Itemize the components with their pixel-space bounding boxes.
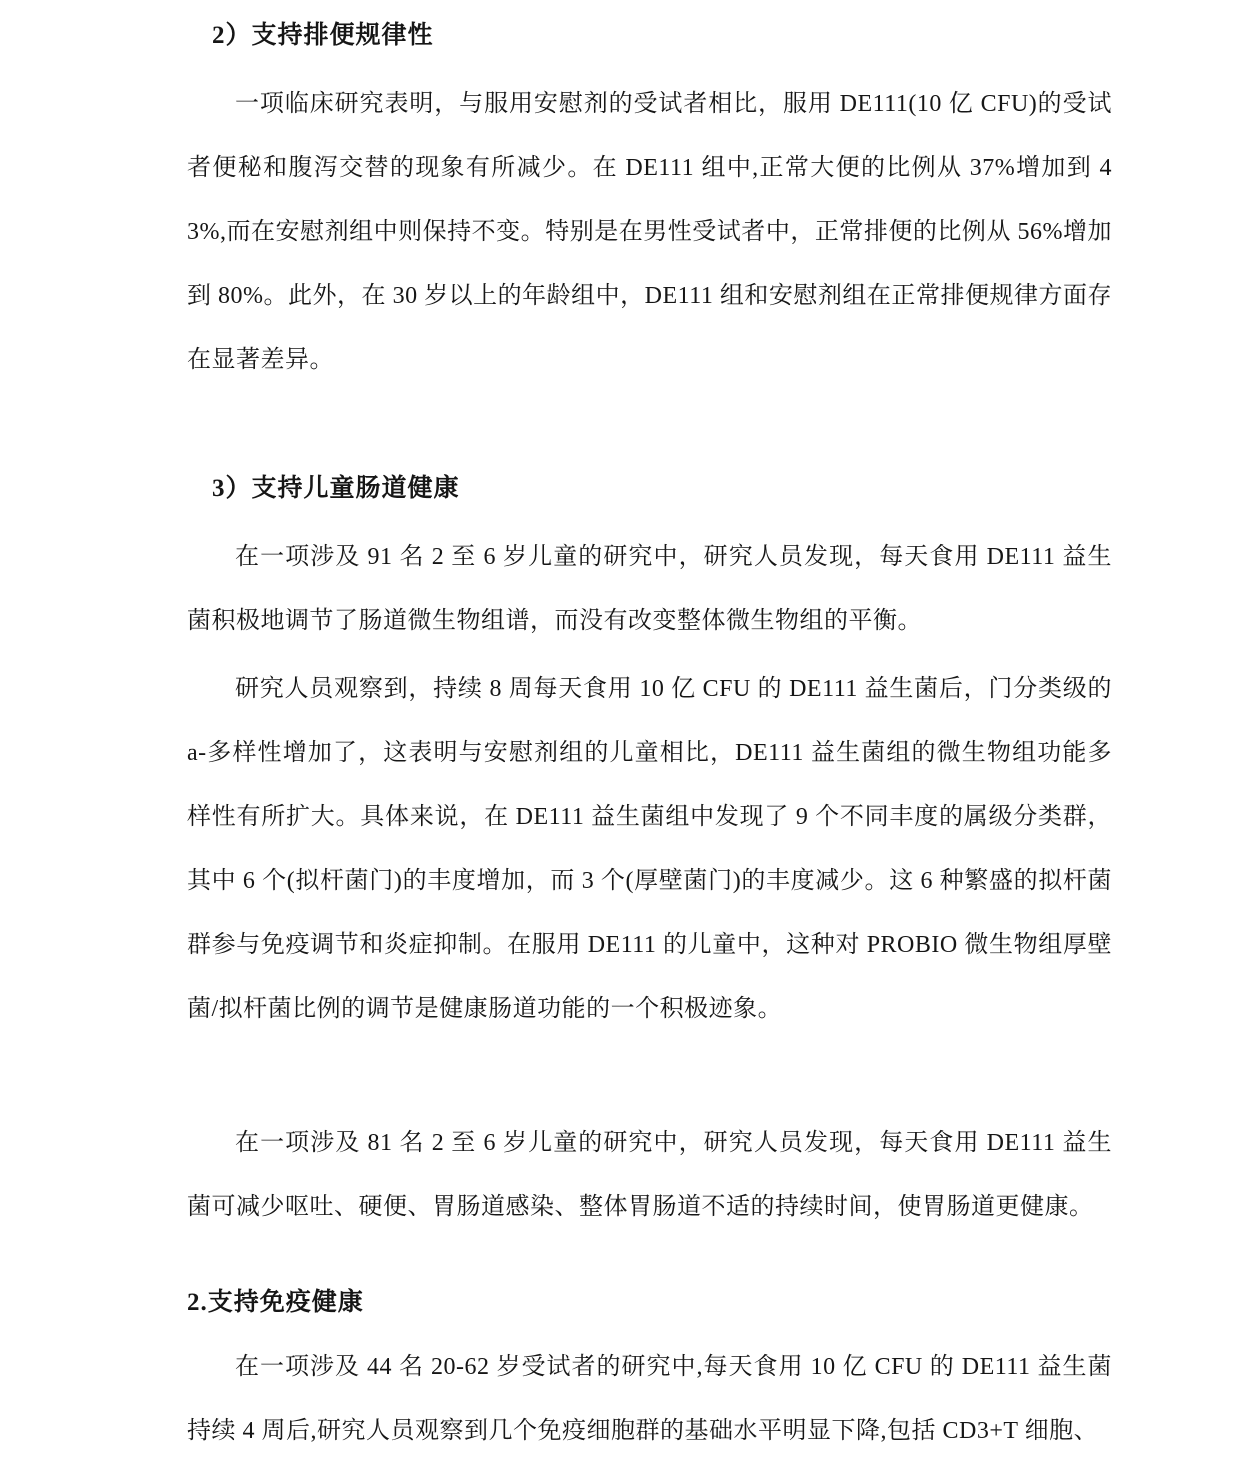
heading-bowel-regularity: 2）支持排便规律性: [212, 22, 434, 49]
paragraph-children-81-study: 在一项涉及 81 名 2 至 6 岁儿童的研究中，研究人员发现，每天食用 DE111 益生菌可减少呕吐、硬便、胃肠道感染、整体胃肠道不适的持续时间，使胃肠道更健康。: [187, 1130, 1112, 1220]
paragraph-immune-study: 在一项涉及 44 名 20-62 岁受试者的研究中,每天食用 10 亿 CFU 的 DE111 益生菌持续 4 周后,研究人员观察到几个免疫细胞群的基础水平明显下降,包括 CD3+T 细胞、: [187, 1354, 1112, 1444]
heading-immune-health: 2.支持免疫健康: [187, 1289, 364, 1316]
paragraph-microbiome-diversity: 研究人员观察到，持续 8 周每天食用 10 亿 CFU 的 DE111 益生菌后，门分类级的 a-多样性增加了，这表明与安慰剂组的儿童相比，DE111 益生菌组的微生物组功能多样性有所扩大。具体来说，在 DE111 益生菌组中发现了 9 个不同丰度的属级分类群，其中 6 个(拟杆菌门)的丰度增加，而 3 个(厚壁菌门)的丰度减少。这 6 种繁盛的拟杆菌群参与免疫调节和炎症抑制。在服用 DE111 的儿童中，这种对 PROBIO 微生物组厚壁菌/拟杆菌比例的调节是健康肠道功能的一个积极迹象。: [187, 676, 1112, 1022]
paragraph-children-91-study: 在一项涉及 91 名 2 至 6 岁儿童的研究中，研究人员发现，每天食用 DE111 益生菌积极地调节了肠道微生物组谱，而没有改变整体微生物组的平衡。: [187, 544, 1112, 634]
heading-children-gut-health: 3）支持儿童肠道健康: [212, 475, 460, 502]
paragraph-bowel-regularity-study: 一项临床研究表明，与服用安慰剂的受试者相比，服用 DE111(10 亿 CFU)的受试者便秘和腹泻交替的现象有所减少。在 DE111 组中,正常大便的比例从 37%增加到 43%,而在安慰剂组中则保持不变。特别是在男性受试者中，正常排便的比例从 56%增加到 80%。此外，在 30 岁以上的年龄组中，DE111 组和安慰剂组在正常排便规律方面存在显著差异。: [187, 91, 1112, 373]
